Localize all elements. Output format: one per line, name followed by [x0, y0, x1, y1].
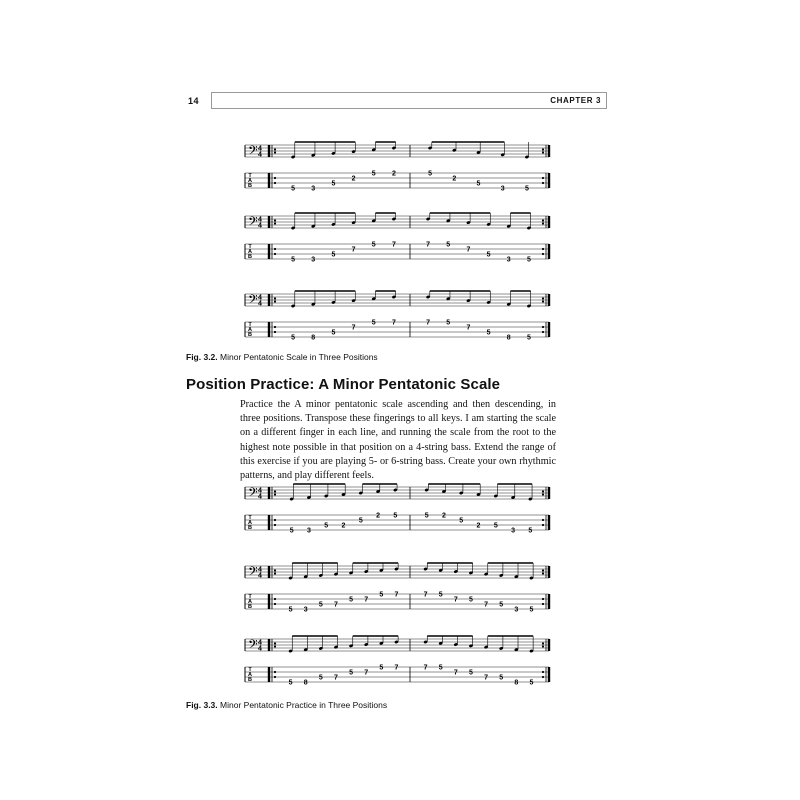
repeat-dot — [274, 524, 276, 526]
fig1-caption-label: Fig. 3.2. — [186, 352, 218, 362]
repeat-dot — [542, 148, 544, 150]
tab-number: 5 — [468, 596, 473, 604]
repeat-dot — [542, 645, 544, 647]
tab-number: 5 — [499, 674, 504, 682]
tab-number: 2 — [376, 512, 381, 520]
tab-clef-letter: A — [248, 672, 252, 678]
tab-number: 5 — [288, 679, 293, 687]
repeat-dot — [542, 222, 544, 224]
tab-number: 2 — [391, 170, 396, 178]
section-heading: Position Practice: A Minor Pentatonic Scale — [186, 376, 501, 393]
repeat-dot — [274, 326, 276, 328]
fig1-system-2 — [243, 212, 555, 264]
tab-clef-letter: A — [248, 599, 252, 605]
repeat-dot — [274, 519, 276, 521]
repeat-dot — [542, 248, 544, 250]
tab-clef-letter: T — [248, 667, 252, 673]
page-number: 14 — [188, 96, 200, 106]
tab-clef-letter: T — [248, 594, 252, 600]
staff-svg — [243, 290, 555, 342]
fig2-system-3 — [243, 635, 555, 687]
tab-number: 7 — [453, 596, 458, 604]
tab-number: 2 — [452, 175, 457, 183]
repeat-dot — [274, 253, 276, 255]
bass-clef-icon: 𝄢 — [248, 292, 258, 310]
tab-number: 5 — [438, 664, 443, 672]
tab-number: 7 — [351, 324, 356, 332]
tab-clef-letter: B — [248, 183, 252, 189]
repeat-dot — [274, 642, 276, 644]
tab-number: 7 — [351, 246, 356, 254]
bass-clef-icon: 𝄢 — [248, 637, 258, 655]
time-signature: 4 — [258, 151, 262, 159]
fig2-system-2 — [243, 562, 555, 614]
tab-number: 5 — [476, 180, 481, 188]
time-signature: 4 — [258, 300, 262, 308]
fig2-caption-text: Minor Pentatonic Practice in Three Positions — [220, 700, 388, 710]
tab-number: 5 — [291, 185, 296, 193]
tab-number: 7 — [391, 241, 396, 249]
tab-number: 2 — [341, 522, 346, 530]
staff-svg — [243, 483, 555, 535]
repeat-dot — [542, 671, 544, 673]
repeat-dot — [274, 219, 276, 221]
bass-clef-icon: 𝄢 — [248, 564, 258, 582]
tab-number: 5 — [324, 522, 329, 530]
tab-number: 7 — [364, 596, 369, 604]
repeat-dot — [274, 598, 276, 600]
tab-number: 2 — [441, 512, 446, 520]
tab-number: 5 — [371, 241, 376, 249]
tab-number: 5 — [318, 674, 323, 682]
tab-number: 5 — [493, 522, 498, 530]
tab-number: 7 — [423, 664, 428, 672]
tab-number: 7 — [364, 669, 369, 677]
tab-clef-letter: T — [248, 244, 252, 250]
repeat-dot — [542, 326, 544, 328]
tab-number: 7 — [484, 601, 489, 609]
repeat-dot — [274, 676, 276, 678]
tab-number: 5 — [379, 664, 384, 672]
tab-clef-letter: B — [248, 254, 252, 260]
tab-number: 5 — [289, 527, 294, 535]
tab-number: 5 — [529, 679, 534, 687]
tab-number: 5 — [291, 256, 296, 264]
tab-number: 5 — [331, 251, 336, 259]
repeat-dot — [274, 603, 276, 605]
tab-clef-letter: B — [248, 332, 252, 338]
tab-number: 7 — [426, 241, 431, 249]
tab-number: 7 — [394, 591, 399, 599]
tab-number: 7 — [333, 601, 338, 609]
repeat-dot — [542, 642, 544, 644]
repeat-dot — [542, 572, 544, 574]
repeat-dot — [542, 519, 544, 521]
repeat-dot — [542, 676, 544, 678]
repeat-dot — [274, 300, 276, 302]
tab-clef-letter: A — [248, 327, 252, 333]
tab-number: 5 — [349, 669, 354, 677]
repeat-dot — [274, 148, 276, 150]
time-signature: 4 — [258, 493, 262, 501]
fig1-system-1 — [243, 141, 555, 193]
tab-clef-letter: T — [248, 515, 252, 521]
repeat-dot — [274, 645, 276, 647]
repeat-dot — [542, 598, 544, 600]
tab-number: 5 — [428, 170, 433, 178]
tab-number: 2 — [476, 522, 481, 530]
tab-number: 5 — [379, 591, 384, 599]
tab-clef-letter: B — [248, 525, 252, 531]
repeat-dot — [274, 671, 276, 673]
tab-number: 5 — [524, 185, 529, 193]
tab-number: 3 — [511, 527, 516, 535]
tab-number: 3 — [500, 185, 505, 193]
header-rule-box — [211, 92, 607, 109]
tab-number: 7 — [391, 319, 396, 327]
tab-number: 3 — [306, 527, 311, 535]
fig1-caption — [186, 352, 378, 362]
tab-number: 8 — [506, 334, 511, 342]
repeat-dot — [274, 569, 276, 571]
tab-number: 5 — [358, 517, 363, 525]
tab-number: 5 — [526, 334, 531, 342]
tab-number: 7 — [466, 324, 471, 332]
tab-clef-letter: B — [248, 604, 252, 610]
tab-number: 2 — [351, 175, 356, 183]
tab-number: 3 — [311, 185, 316, 193]
tab-number: 5 — [291, 334, 296, 342]
tab-number: 8 — [311, 334, 316, 342]
tab-number: 7 — [484, 674, 489, 682]
tab-number: 5 — [331, 329, 336, 337]
tab-number: 3 — [514, 606, 519, 614]
time-signature: 4 — [258, 645, 262, 653]
fig2-system-1 — [243, 483, 555, 535]
tab-number: 7 — [423, 591, 428, 599]
staff-svg — [243, 635, 555, 687]
tab-number: 7 — [394, 664, 399, 672]
time-signature: 4 — [258, 222, 262, 230]
tab-clef-letter: A — [248, 249, 252, 255]
tab-clef-letter: T — [248, 322, 252, 328]
repeat-dot — [542, 493, 544, 495]
repeat-dot — [274, 151, 276, 153]
bass-clef-icon: 𝄢 — [248, 485, 258, 503]
repeat-dot — [274, 490, 276, 492]
fig2-caption — [186, 700, 387, 710]
repeat-dot — [542, 182, 544, 184]
fig1-caption-text: Minor Pentatonic Scale in Three Positions — [220, 352, 378, 362]
repeat-dot — [542, 603, 544, 605]
bass-clef-icon: 𝄢 — [248, 214, 258, 232]
tab-number: 5 — [486, 251, 491, 259]
tab-clef-letter: T — [248, 173, 252, 179]
tab-number: 3 — [303, 606, 308, 614]
body-paragraph: Practice the A minor pentatonic scale ascending and then descending, in three positions. Transpose these fingerings to all keys. I am starting the scale on a different finger in each line, and running the scale from the root to the highest note possible in that position on a 4-string bass. Extend the range of this exercise if you are playing 5- or 6-string bass. Create your own rhythmic patterns, and play different feels. — [240, 399, 556, 482]
repeat-dot — [542, 297, 544, 299]
tab-number: 5 — [529, 606, 534, 614]
repeat-dot — [274, 248, 276, 250]
repeat-dot — [542, 569, 544, 571]
repeat-dot — [542, 253, 544, 255]
tab-number: 7 — [466, 246, 471, 254]
tab-number: 5 — [393, 512, 398, 520]
tab-number: 5 — [486, 329, 491, 337]
tab-number: 5 — [318, 601, 323, 609]
tab-number: 7 — [453, 669, 458, 677]
tab-number: 3 — [311, 256, 316, 264]
repeat-dot — [542, 219, 544, 221]
bass-clef-icon: 𝄢 — [248, 143, 258, 161]
tab-number: 8 — [303, 679, 308, 687]
repeat-dot — [542, 300, 544, 302]
repeat-dot — [274, 182, 276, 184]
tab-number: 5 — [468, 669, 473, 677]
tab-number: 5 — [371, 319, 376, 327]
chapter-label: CHAPTER 3 — [550, 96, 601, 105]
tab-number: 5 — [459, 517, 464, 525]
tab-clef-letter: A — [248, 520, 252, 526]
fig1-system-3 — [243, 290, 555, 342]
repeat-dot — [274, 177, 276, 179]
tab-number: 3 — [506, 256, 511, 264]
fig2-caption-label: Fig. 3.3. — [186, 700, 218, 710]
repeat-dot — [542, 177, 544, 179]
tab-number: 5 — [424, 512, 429, 520]
tab-number: 7 — [426, 319, 431, 327]
tab-number: 5 — [438, 591, 443, 599]
repeat-dot — [542, 151, 544, 153]
repeat-dot — [274, 572, 276, 574]
tab-number: 5 — [288, 606, 293, 614]
repeat-dot — [274, 493, 276, 495]
tab-clef-letter: A — [248, 178, 252, 184]
tab-number: 7 — [333, 674, 338, 682]
repeat-dot — [274, 297, 276, 299]
tab-number: 5 — [526, 256, 531, 264]
time-signature: 4 — [258, 216, 262, 224]
staff-svg — [243, 141, 555, 193]
time-signature: 4 — [258, 572, 262, 580]
tab-number: 5 — [528, 527, 533, 535]
time-signature: 4 — [258, 145, 262, 153]
tab-number: 8 — [514, 679, 519, 687]
tab-clef-letter: B — [248, 677, 252, 683]
staff-svg — [243, 562, 555, 614]
repeat-dot — [542, 524, 544, 526]
repeat-dot — [542, 490, 544, 492]
tab-number: 5 — [499, 601, 504, 609]
tab-number: 5 — [331, 180, 336, 188]
tab-number: 5 — [446, 241, 451, 249]
tab-number: 5 — [349, 596, 354, 604]
repeat-dot — [542, 331, 544, 333]
repeat-dot — [274, 331, 276, 333]
time-signature: 4 — [258, 566, 262, 574]
time-signature: 4 — [258, 639, 262, 647]
tab-number: 5 — [371, 170, 376, 178]
tab-number: 5 — [446, 319, 451, 327]
time-signature: 4 — [258, 487, 262, 495]
time-signature: 4 — [258, 294, 262, 302]
staff-svg — [243, 212, 555, 264]
repeat-dot — [274, 222, 276, 224]
